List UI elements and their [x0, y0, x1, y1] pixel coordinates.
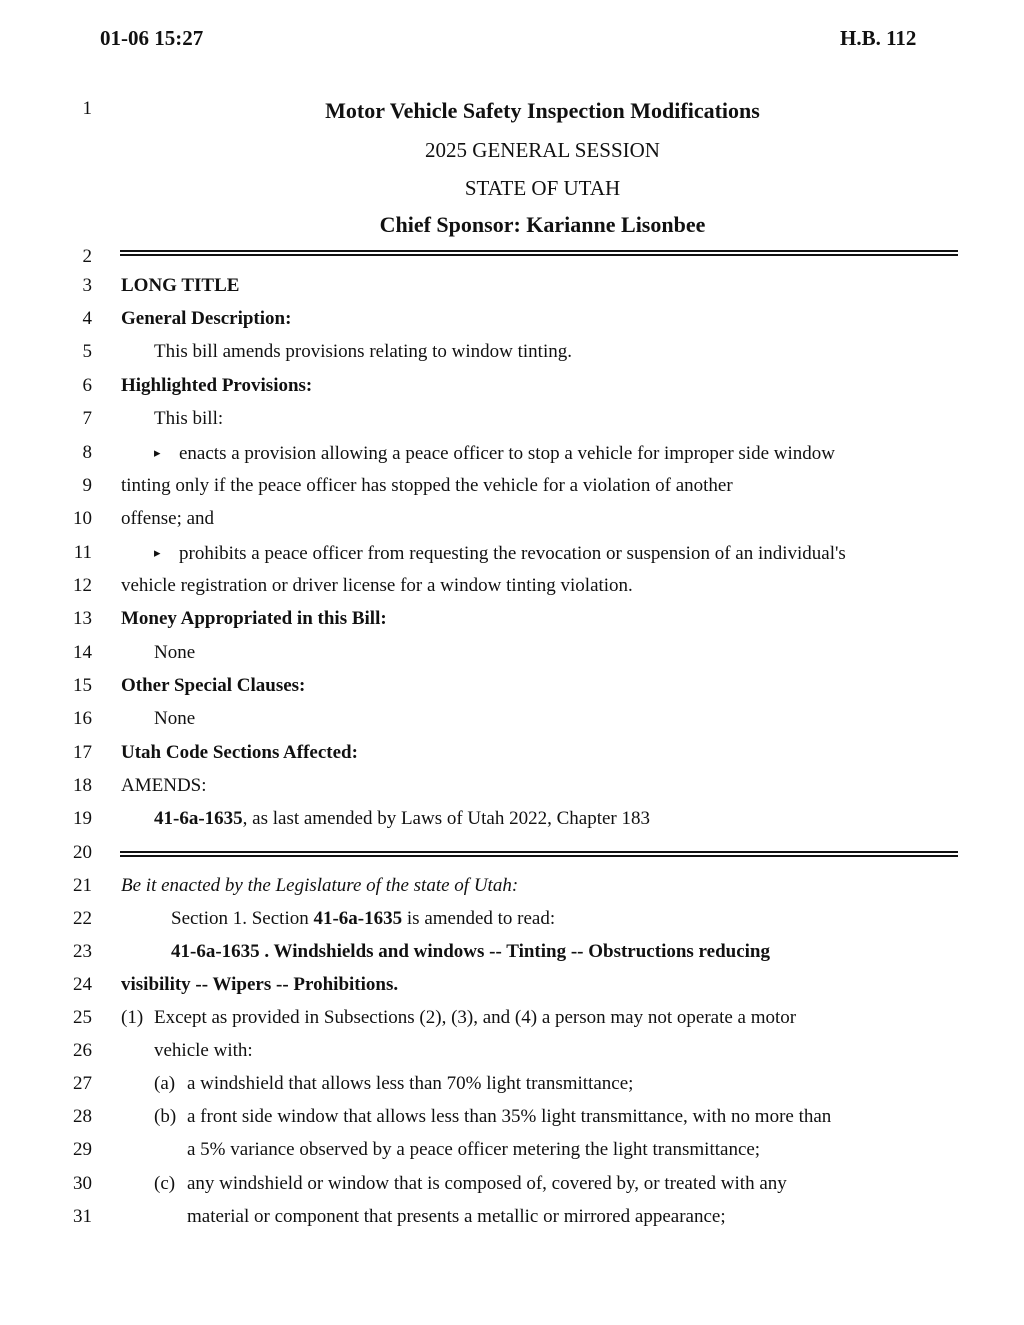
bill-sponsor: Chief Sponsor: Karianne Lisonbee	[379, 212, 706, 237]
long-title-heading: LONG TITLE	[121, 275, 240, 296]
section-heading: 41-6a-1635 . Windshields and windows -- Tinting -- Obstructions reducing	[171, 941, 770, 962]
line-number: 2	[82, 246, 92, 267]
subsection-b-text: a front side window that allows less than 35% light transmittance, with no more than	[187, 1106, 832, 1127]
subsection-a-text: a windshield that allows less than 70% light transmittance;	[187, 1073, 634, 1094]
bullet-icon: ▸	[154, 445, 161, 460]
section-amend-note: , as last amended by Laws of Utah 2022, Chapter 183	[242, 808, 651, 829]
double-rule	[120, 851, 958, 857]
section-intro	[171, 907, 555, 931]
section-heading-continued: visibility -- Wipers -- Prohibitions.	[121, 974, 399, 995]
general-description-label: General Description:	[121, 308, 292, 329]
line-number: 25	[73, 1007, 92, 1028]
line-number: 19	[73, 808, 92, 829]
line-number: 23	[73, 941, 92, 962]
subsection-1-number: (1)	[121, 1007, 144, 1028]
bullet-text: prohibits a peace officer from requesting the revocation or suspension of an individual's	[179, 543, 846, 564]
subsection-c-text-continued: material or component that presents a metallic or mirrored appearance;	[187, 1206, 726, 1227]
other-special-clauses-label: Other Special Clauses:	[121, 675, 306, 696]
section-intro-pre: Section 1. Section	[171, 908, 314, 929]
subsection-c-number: (c)	[154, 1173, 176, 1194]
money-appropriated-label: Money Appropriated in this Bill:	[121, 608, 387, 629]
line-number: 14	[73, 642, 92, 663]
other-special-clauses-value: None	[154, 708, 196, 729]
line-number: 9	[82, 475, 92, 496]
line-number: 20	[73, 842, 92, 863]
line-number: 16	[73, 708, 92, 729]
line-number: 22	[73, 908, 92, 929]
subsection-b-text-continued: a 5% variance observed by a peace officer metering the light transmittance;	[187, 1139, 761, 1160]
subsection-a-number: (a)	[154, 1073, 176, 1094]
line-number: 12	[73, 575, 92, 596]
bullet-continuation: tinting only if the peace officer has stopped the vehicle for a violation of another	[121, 475, 733, 496]
bullet-icon: ▸	[154, 545, 161, 560]
line-number: 27	[73, 1073, 92, 1094]
line-number: 4	[82, 308, 92, 329]
line-number: 10	[73, 508, 92, 529]
bullet-item	[154, 441, 835, 466]
line-number: 18	[73, 775, 92, 796]
bill-title: Motor Vehicle Safety Inspection Modifications	[325, 98, 760, 123]
amends-label: AMENDS:	[121, 775, 207, 796]
section-intro-ref: 41-6a-1635	[313, 908, 403, 929]
line-number: 17	[73, 742, 92, 763]
line-number: 30	[73, 1173, 92, 1194]
bill-session: 2025 GENERAL SESSION	[425, 138, 660, 162]
line-number: 3	[82, 275, 92, 296]
line-number: 15	[73, 675, 92, 696]
section-intro-post: is amended to read:	[402, 908, 556, 929]
line-number: 26	[73, 1040, 92, 1061]
money-appropriated-value: None	[154, 642, 196, 663]
subsection-b-number: (b)	[154, 1106, 177, 1127]
line-number: 6	[82, 375, 92, 396]
subsection-1-text-continued: vehicle with:	[154, 1040, 253, 1061]
line-number: 11	[73, 542, 92, 563]
this-bill-text: This bill:	[154, 408, 224, 429]
line-number: 21	[73, 875, 92, 896]
subsection-1-text: Except as provided in Subsections (2), (3), and (4) a person may not operate a motor	[154, 1007, 797, 1028]
line-number: 5	[82, 341, 92, 362]
bullet-text: enacts a provision allowing a peace officer to stop a vehicle for improper side window	[179, 443, 835, 464]
line-number: 28	[73, 1106, 92, 1127]
line-number: 8	[82, 442, 92, 463]
line-number: 13	[73, 608, 92, 629]
header-bill-number: H.B. 112	[840, 26, 917, 50]
general-description-text: This bill amends provisions relating to window tinting.	[154, 341, 572, 362]
bullet-item	[154, 541, 846, 566]
highlighted-provisions-label: Highlighted Provisions:	[121, 375, 313, 396]
bill-state: STATE OF UTAH	[464, 176, 621, 200]
double-rule	[120, 250, 958, 256]
line-number: 1	[82, 98, 92, 119]
header-date-time: 01-06 15:27	[100, 26, 204, 50]
section-number: 41-6a-1635	[154, 808, 243, 829]
code-sections-label: Utah Code Sections Affected:	[121, 742, 358, 763]
enacting-clause: Be it enacted by the Legislature of the state of Utah:	[121, 875, 519, 896]
line-number: 31	[73, 1206, 92, 1227]
code-section-reference	[154, 807, 650, 831]
bullet-continuation: vehicle registration or driver license for a window tinting violation.	[121, 575, 633, 596]
line-number: 24	[73, 974, 92, 995]
line-number: 29	[73, 1139, 92, 1160]
bullet-continuation: offense; and	[121, 508, 215, 529]
subsection-c-text: any windshield or window that is composed of, covered by, or treated with any	[187, 1173, 787, 1194]
line-number: 7	[82, 408, 92, 429]
